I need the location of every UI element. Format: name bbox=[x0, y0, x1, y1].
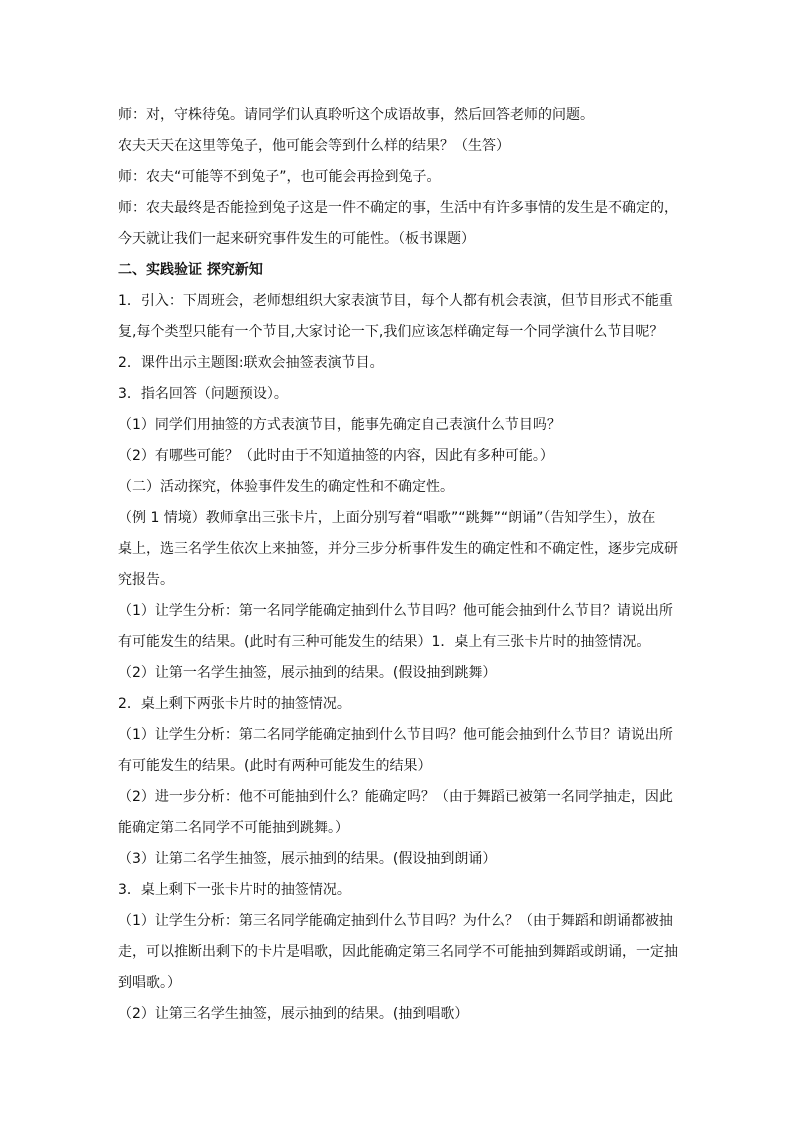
text-line: 师：对，守株待兔。请同学们认真聆听这个成语故事，然后回答老师的问题。 bbox=[118, 107, 594, 123]
text-line: 今天就让我们一起来研究事件发生的可能性。（板书课题） bbox=[118, 231, 475, 247]
text-line: 到唱歌。） bbox=[118, 975, 181, 991]
text-line: 师：农夫最终是否能捡到兔子这是一件不确定的事，生活中有许多事情的发生是不确定的， bbox=[118, 200, 678, 216]
text-line: 师：农夫“可能等不到兔子”，也可能会再捡到兔子。 bbox=[118, 169, 441, 185]
text-line: （2）让第一名学生抽签，展示抽到的结果。(假设抽到跳舞） bbox=[118, 665, 497, 681]
text-line: （1）同学们用抽签的方式表演节目，能事先确定自己表演什么节目吗？ bbox=[118, 417, 561, 433]
text-line: 桌上，选三名学生依次上来抽签，并分三步分析事件发生的确定性和不确定性，逐步完成研 bbox=[118, 541, 678, 557]
text-line: （例 1 情境）教师拿出三张卡片，上面分别写着“唱歌”“跳舞”“朗诵”（告知学生），放在 bbox=[118, 510, 656, 526]
document-body bbox=[118, 100, 684, 1030]
text-line: （1）让学生分析：第二名同学能确定抽到什么节目吗？他可能会抽到什么节目？请说出所 bbox=[118, 727, 673, 743]
text-line: 有可能发生的结果。(此时有两种可能发生的结果） bbox=[118, 758, 432, 774]
text-line: 复,每个类型只能有一个节目,大家讨论一下,我们应该怎样确定每一个同学演什么节目呢？ bbox=[118, 324, 664, 340]
text-line: 走，可以推断出剩下的卡片是唱歌，因此能确定第三名同学不可能抽到舞蹈或朗诵，一定抽 bbox=[118, 944, 678, 960]
text-line: （2）让第三名学生抽签，展示抽到的结果。(抽到唱歌） bbox=[118, 1006, 469, 1022]
text-line: （2）进一步分析：他不可能抽到什么？能确定吗？（由于舞蹈已被第一名同学抽走，因此 bbox=[118, 789, 673, 805]
text-line: 3．桌上剩下一张卡片时的抽签情况。 bbox=[118, 882, 351, 898]
text-line: 3．指名回答（问题预设）。 bbox=[118, 386, 288, 402]
text-line: （2）有哪些可能？（此时由于不知道抽签的内容，因此有多种可能。） bbox=[118, 448, 554, 464]
section-heading: 二、实践验证 探究新知 bbox=[118, 262, 263, 278]
text-line: 农夫天天在这里等兔子，他可能会等到什么样的结果？（生答） bbox=[118, 138, 510, 154]
text-line: 2．桌上剩下两张卡片时的抽签情况。 bbox=[118, 696, 351, 712]
text-line: 能确定第二名同学不可能抽到跳舞。） bbox=[118, 820, 349, 836]
text-line: （3）让第二名学生抽签，展示抽到的结果。(假设抽到朗诵） bbox=[118, 851, 497, 867]
text-line: （1）让学生分析：第三名同学能确定抽到什么节目吗？为什么？（由于舞蹈和朗诵都被抽 bbox=[118, 913, 673, 929]
text-line: 有可能发生的结果。(此时有三种可能发生的结果）1．桌上有三张卡片时的抽签情况。 bbox=[118, 634, 651, 650]
text-line: 1．引入：下周班会，老师想组织大家表演节目，每个人都有机会表演，但节目形式不能重 bbox=[118, 293, 673, 309]
text-line: 究报告。 bbox=[118, 572, 174, 588]
text-line: （1）让学生分析：第一名同学能确定抽到什么节目吗？他可能会抽到什么节目？请说出所 bbox=[118, 603, 673, 619]
text-line: 2．课件出示主题图:联欢会抽签表演节目。 bbox=[118, 355, 384, 371]
text-line: （二）活动探究，体验事件发生的确定性和不确定性。 bbox=[118, 479, 454, 495]
